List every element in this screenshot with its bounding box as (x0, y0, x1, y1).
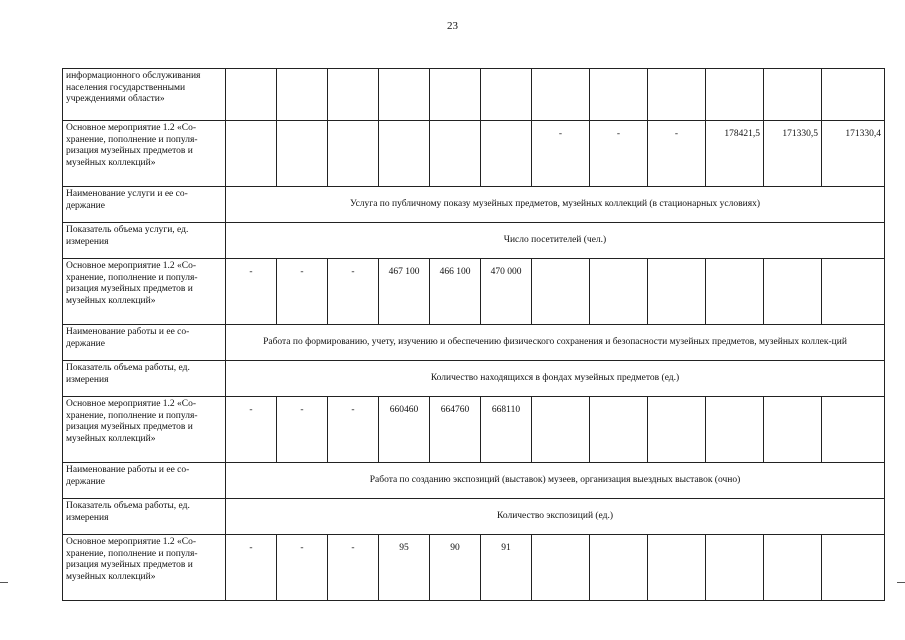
data-row (63, 535, 885, 601)
value-cell: - (226, 397, 277, 463)
description-row (63, 223, 885, 259)
value-cell (590, 69, 648, 121)
value-cell: - (590, 121, 648, 187)
value-cell (590, 535, 648, 601)
value-cell (532, 259, 590, 325)
row-description: Работа по созданию экспозиций (выставок) музеев, организация выездных выставок (очно) (226, 463, 885, 499)
value-cell (328, 69, 379, 121)
value-cell (532, 535, 590, 601)
row-label: Наименование работы и ее со-держание (63, 325, 226, 361)
value-cell (764, 259, 822, 325)
value-cell: 664760 (430, 397, 481, 463)
value-cell (481, 69, 532, 121)
value-cell (648, 535, 706, 601)
value-cell (590, 259, 648, 325)
value-cell (764, 69, 822, 121)
value-cell: - (328, 259, 379, 325)
value-cell (430, 69, 481, 121)
value-cell (648, 259, 706, 325)
table-body (63, 69, 885, 601)
page-number: 23 (447, 20, 458, 32)
row-label: Показатель объема работы, ед. измерения (63, 361, 226, 397)
description-row (63, 499, 885, 535)
value-cell (430, 121, 481, 187)
value-cell (706, 259, 764, 325)
row-label: Показатель объема работы, ед. измерения (63, 499, 226, 535)
data-row (63, 121, 885, 187)
row-label: информационного обслуживания населения государственными учреждениями области» (63, 69, 226, 121)
data-row (63, 259, 885, 325)
value-cell (706, 397, 764, 463)
value-cell: 467 100 (379, 259, 430, 325)
value-cell (822, 259, 885, 325)
value-cell (481, 121, 532, 187)
value-cell (226, 69, 277, 121)
row-label: Наименование работы и ее со-держание (63, 463, 226, 499)
value-cell: 171330,5 (764, 121, 822, 187)
row-label: Основное мероприятие 1.2 «Со-хранение, пополнение и популя-ризация музейных предметов и музейных коллекций» (63, 397, 226, 463)
value-cell: 95 (379, 535, 430, 601)
value-cell (328, 121, 379, 187)
value-cell (822, 397, 885, 463)
value-cell (277, 69, 328, 121)
value-cell: - (648, 121, 706, 187)
value-cell (648, 69, 706, 121)
description-row (63, 361, 885, 397)
row-label: Основное мероприятие 1.2 «Со-хранение, пополнение и популя-ризация музейных предметов и музейных коллекций» (63, 535, 226, 601)
value-cell (379, 69, 430, 121)
description-row (63, 325, 885, 361)
row-label: Наименование услуги и ее со-держание (63, 187, 226, 223)
value-cell: 90 (430, 535, 481, 601)
margin-mark-left (0, 582, 8, 583)
value-cell (764, 535, 822, 601)
value-cell: 660460 (379, 397, 430, 463)
row-description: Работа по формированию, учету, изучению и обеспечению физического сохранения и безопасности музейных предметов, музейных коллек-ций (226, 325, 885, 361)
value-cell: 178421,5 (706, 121, 764, 187)
value-cell (532, 69, 590, 121)
data-row (63, 397, 885, 463)
value-cell: 470 000 (481, 259, 532, 325)
description-row (63, 187, 885, 223)
value-cell (706, 69, 764, 121)
program-indicators-table (62, 68, 885, 601)
row-label: Показатель объема услуги, ед. измерения (63, 223, 226, 259)
value-cell (277, 121, 328, 187)
row-description: Число посетителей (чел.) (226, 223, 885, 259)
row-label: Основное мероприятие 1.2 «Со-хранение, пополнение и популя-ризация музейных предметов и музейных коллекций» (63, 121, 226, 187)
value-cell (822, 69, 885, 121)
value-cell: - (277, 397, 328, 463)
value-cell: - (277, 535, 328, 601)
row-description: Количество находящихся в фондах музейных предметов (ед.) (226, 361, 885, 397)
value-cell: - (328, 535, 379, 601)
value-cell: - (226, 259, 277, 325)
data-row (63, 69, 885, 121)
value-cell (706, 535, 764, 601)
row-description: Услуга по публичному показу музейных предметов, музейных коллекций (в стационарных условиях) (226, 187, 885, 223)
value-cell: - (226, 535, 277, 601)
value-cell: 668110 (481, 397, 532, 463)
description-row (63, 463, 885, 499)
value-cell: 171330,4 (822, 121, 885, 187)
value-cell (532, 397, 590, 463)
value-cell (590, 397, 648, 463)
value-cell: 91 (481, 535, 532, 601)
value-cell: 466 100 (430, 259, 481, 325)
margin-mark-right (897, 582, 905, 583)
value-cell: - (277, 259, 328, 325)
row-label: Основное мероприятие 1.2 «Со-хранение, пополнение и популя-ризация музейных предметов и музейных коллекций» (63, 259, 226, 325)
value-cell: - (532, 121, 590, 187)
value-cell (648, 397, 706, 463)
value-cell (379, 121, 430, 187)
value-cell (764, 397, 822, 463)
row-description: Количество экспозиций (ед.) (226, 499, 885, 535)
value-cell (822, 535, 885, 601)
value-cell (226, 121, 277, 187)
value-cell: - (328, 397, 379, 463)
